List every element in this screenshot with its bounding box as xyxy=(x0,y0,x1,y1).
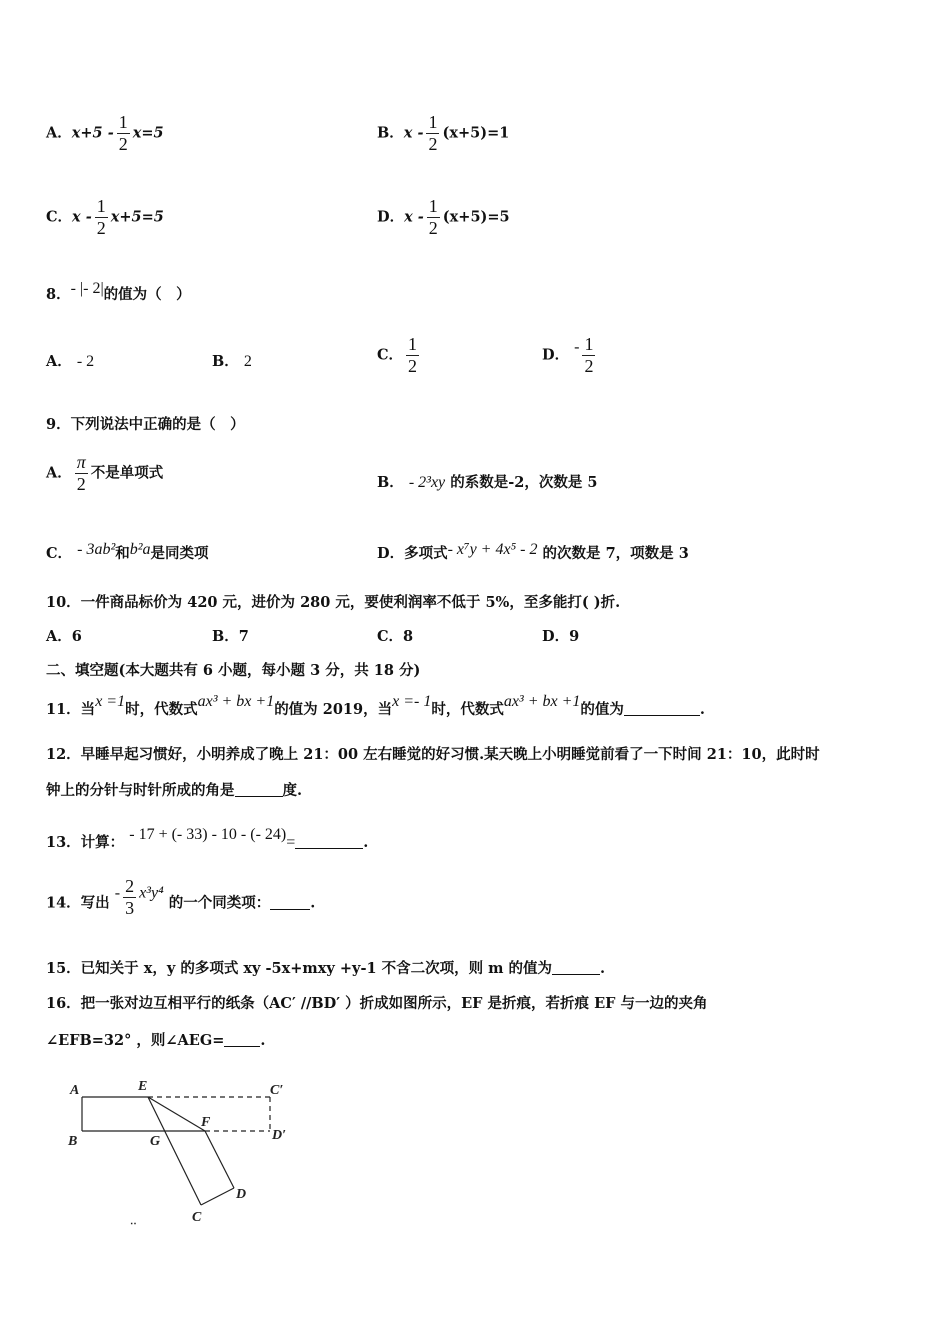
q10-stem: 10．一件商品标价为 420 元，进价为 280 元，要使利润率不低于 5%，至多能打( )折. xyxy=(46,594,621,611)
label-g: G xyxy=(150,1134,161,1149)
q12-line1: 12．早睡早起习惯好，小明养成了晚上 21：00 左右睡觉的好习惯.某天晚上小明睡觉前看了一下时间 21：10，此时时 xyxy=(46,746,820,763)
fraction: $\frac{1}{2}$ xyxy=(584,334,594,376)
answer-blank xyxy=(295,834,363,849)
answer-blank xyxy=(624,701,700,716)
q10-option-b: B．7 xyxy=(212,628,249,645)
label-d: D xyxy=(236,1187,247,1202)
q9-option-b: B． - 2³xy 的系数是-2，次数是 5 xyxy=(377,474,598,491)
q7-option-a: A．x+5 - $\frac{1}{2}$ x=5 xyxy=(46,112,164,154)
fraction: $\frac{1}{2}$ xyxy=(408,334,418,376)
label-f: F xyxy=(201,1115,211,1130)
fraction: $\frac{2}{3}$ xyxy=(125,876,135,918)
folded-strip-figure xyxy=(60,1072,320,1232)
q9-option-a: A． $\frac{\pi}{2}$ 不是单项式 xyxy=(46,452,164,494)
q15: 15．已知关于 x，y 的多项式 xy -5x+mxy +y-1 不含二次项，则 m 的值为 . xyxy=(46,960,606,977)
label-d-prime: D′ xyxy=(272,1128,287,1143)
answer-blank xyxy=(235,782,283,797)
q16-line2: ∠EFB=32° ，则∠AEG= . xyxy=(46,1032,266,1049)
fraction: $\frac{1}{2}$ xyxy=(428,196,438,238)
q8-option-b: B． 2 xyxy=(212,353,252,370)
fraction: $\frac{\pi}{2}$ xyxy=(76,452,86,494)
q7-option-b: B．x - $\frac{1}{2}$ (x+5)=1 xyxy=(377,112,510,154)
label-c: C xyxy=(192,1210,202,1225)
label-c-prime: C′ xyxy=(270,1083,284,1098)
answer-blank xyxy=(224,1032,260,1047)
figure-dots: ‥ xyxy=(130,1216,137,1227)
q7-option-c: C．x - $\frac{1}{2}$ x+5=5 xyxy=(46,196,164,238)
q12-line2: 钟上的分针与时针所成的角是 度. xyxy=(46,782,303,799)
answer-blank xyxy=(552,960,600,975)
q10-option-c: C．8 xyxy=(377,628,414,645)
fraction: $\frac{1}{2}$ xyxy=(118,112,128,154)
label-e: E xyxy=(138,1079,148,1094)
q8-option-c: C． $\frac{1}{2}$ xyxy=(377,334,418,376)
answer-blank xyxy=(270,895,310,910)
label-a: A xyxy=(70,1083,80,1098)
q10-option-a: A．6 xyxy=(46,628,82,645)
q8-option-a: A． - 2 xyxy=(46,353,95,370)
section-heading: 二、填空题(本大题共有 6 小题，每小题 3 分，共 18 分) xyxy=(46,662,421,679)
fraction: $\frac{1}{2}$ xyxy=(428,112,438,154)
q8-option-d: D． - $\frac{1}{2}$ xyxy=(542,334,594,376)
q9-option-d: D．多项式- x⁷y + 4x⁵ - 2 的次数是 7，项数是 3 xyxy=(377,541,689,562)
q10-option-d: D．9 xyxy=(542,628,580,645)
edge-cd xyxy=(201,1188,234,1205)
q11: 11．当x =1时，代数式ax³ + bx +1的值为 2019，当x =- 1时，代数式ax³ + bx +1的值为 . xyxy=(46,693,705,718)
edge-fd xyxy=(205,1131,234,1188)
q9-stem: 9．下列说法中正确的是（ ） xyxy=(46,416,245,433)
q16-line1: 16．把一张对边互相平行的纸条（AC′ //BD′ ）折成如图所示，EF 是折痕，若折痕 EF 与一边的夹角 xyxy=(46,995,708,1012)
label-b: B xyxy=(68,1134,78,1149)
fraction: $\frac{1}{2}$ xyxy=(96,196,106,238)
q9-option-c: C． - 3ab²和b²a是同类项 xyxy=(46,541,209,562)
q8-stem: 8．- |- 2|的值为（ ） xyxy=(46,280,191,303)
q7-option-d: D．x - $\frac{1}{2}$ (x+5)=5 xyxy=(377,196,510,238)
q14: 14．写出 - $\frac{2}{3}$ x³y⁴ 的一个同类项： . xyxy=(46,876,316,918)
q13: 13．计算： - 17 + (- 33) - 10 - (- 24)= . xyxy=(46,826,369,851)
